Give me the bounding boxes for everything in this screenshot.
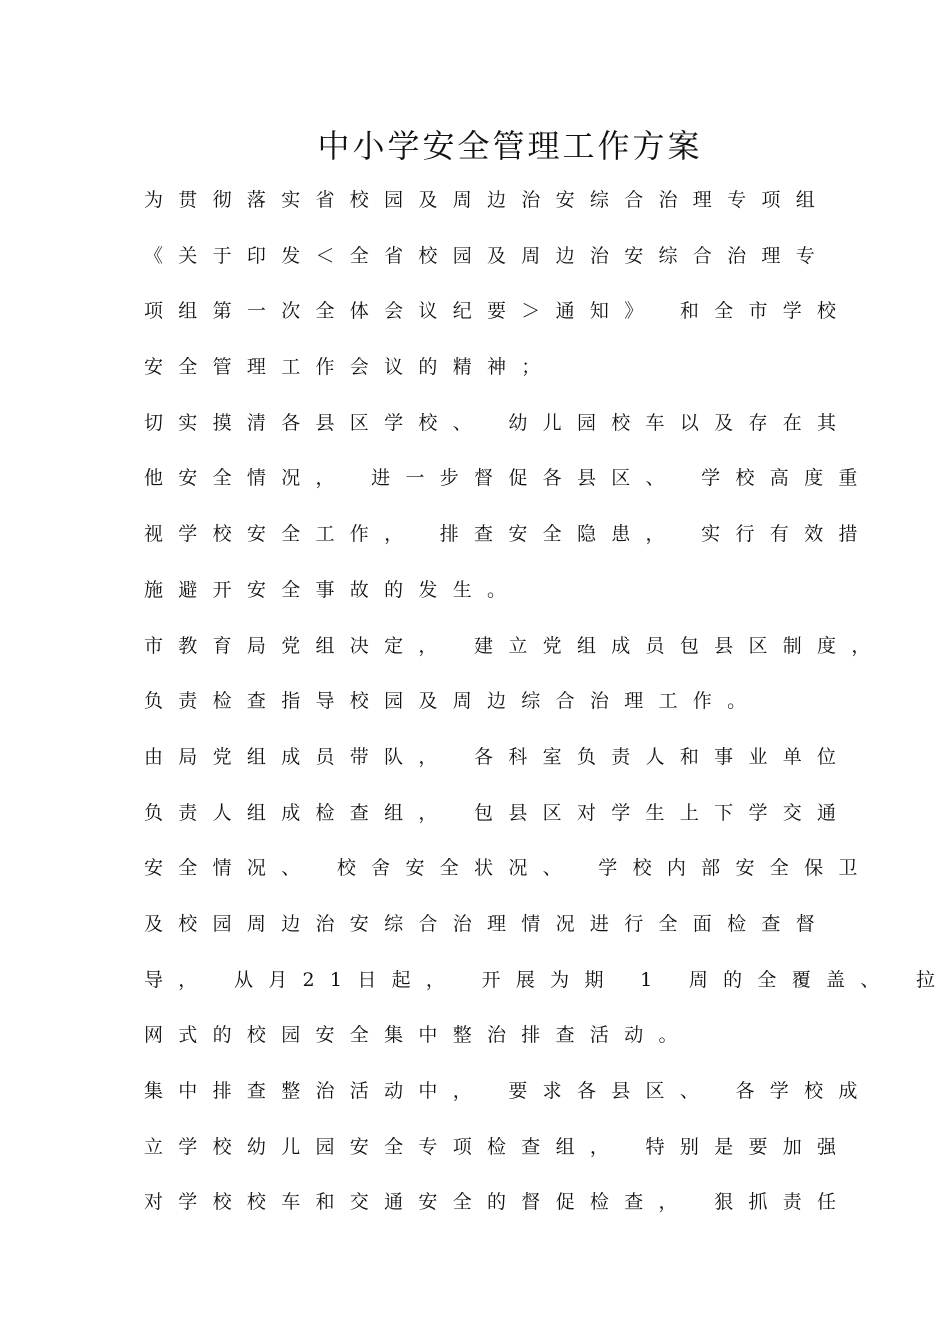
text-line: 集中排查整治活动中， 要求各县区、 各学校成 [144,1080,873,1102]
text-line: 负责人组成检查组， 包县区对学生上下学交通 [144,801,852,824]
text-line: 由局党组成员带队， 各科室负责人和事业单位 [144,745,852,768]
text-line: 他安全情况， 进一步督促各县区、 学校高度重 [144,467,873,490]
text-line: 安全管理工作会议的精神； [144,356,556,379]
text-line: 视学校安全工作， 排查安全隐患， 实行有效措 [144,523,873,546]
text-line: 为贯彻落实省校园及周边治安综合治理专项组 [144,189,831,211]
text-line: 安全情况、 校舍安全状况、 学校内部安全保卫 [144,857,873,880]
document-title: 中小学安全管理工作方案 [317,127,703,165]
text-line: 及校园周边治安综合治理情况进行全面检查督 [144,912,831,935]
text-line: 导， 从月21日起， 开展为期 1 周的全覆盖、 拉 [144,968,950,991]
text-line: 立学校幼儿园安全专项检查组， 特别是要加强 [144,1135,852,1158]
text-line: 切实摸清各县区学校、 幼儿园校车以及存在其 [144,411,852,434]
text-line: 负责检查指导校园及周边综合治理工作。 [144,690,762,713]
text-line: 对学校校车和交通安全的督促检查， 狠抓责任 [144,1191,852,1214]
text-line: 《关于印发＜全省校园及周边治安综合治理专 [144,244,831,267]
text-line: 施避开安全事故的发生。 [144,578,522,601]
text-line: 市教育局党组决定， 建立党组成员包县区制度， [144,634,886,657]
text-line: 网式的校园安全集中整治排查活动。 [144,1024,693,1047]
document-body [144,178,950,1236]
text-line: 项组第一次全体会议纪要＞通知》 和全市学校 [144,300,852,323]
